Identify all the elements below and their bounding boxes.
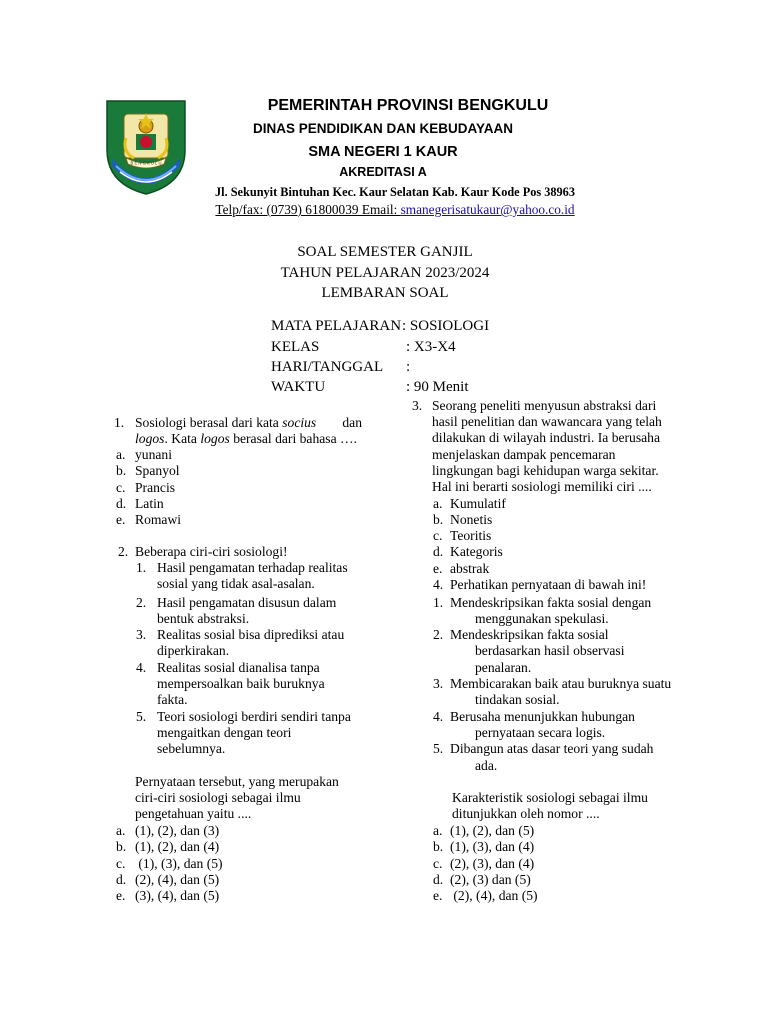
q1-option-label-b: b. — [116, 463, 127, 478]
q2-closing-line1: Pernyataan tersebut, yang merupakan — [135, 774, 339, 789]
q1-option-c: Prancis — [135, 480, 176, 495]
q4-item-4-line2: pernyataan secara logis. — [475, 725, 606, 740]
info-value-subject: : SOSIOLOGI — [402, 318, 490, 334]
contact-text: Telp/fax: (0739) 61800039 Email: — [215, 202, 401, 217]
q3-option-label-e: e. — [433, 561, 443, 576]
q2-option-label-e: e. — [116, 888, 126, 903]
q2-item-4-line1: Realitas sosial dianalisa tanpa — [157, 660, 320, 675]
q3-option-label-a: a. — [433, 496, 443, 511]
bengkulu-shield-icon — [104, 98, 188, 196]
q4-item-2-line2: berdasarkan hasil observasi — [475, 643, 625, 658]
q1-text-socius: socius — [282, 415, 317, 430]
school-contact — [160, 202, 630, 218]
q4-option-label-e: e. — [433, 888, 443, 903]
q4-item-number: 2. — [433, 627, 444, 642]
info-label-subject: MATA PELAJARAN — [271, 318, 402, 334]
q4-option-label-a: a. — [433, 823, 443, 838]
q1-text-bahasa: berasal dari bahasa …. — [229, 431, 357, 446]
q1-text-kata: . Kata — [164, 431, 201, 446]
q2-stem: Beberapa ciri-ciri sosiologi! — [135, 544, 288, 559]
q3-option-e: abstrak — [450, 561, 490, 576]
info-label-time: WAKTU — [271, 379, 326, 395]
q1-text-c: dan — [338, 415, 362, 430]
email-link[interactable]: smanegerisatukaur@yahoo.co.id — [400, 202, 575, 217]
q4-option-c: (2), (3), dan (4) — [450, 856, 535, 871]
q2-option-label-c: c. — [116, 856, 126, 871]
q4-option-d: (2), (3) dan (5) — [450, 872, 531, 887]
q1-stem-line2 — [135, 431, 357, 447]
q4-item-5-line1: Dibangun atas dasar teori yang sudah — [450, 741, 654, 756]
exam-title-3: LEMBARAN SOAL — [321, 285, 449, 301]
q2-option-label-b: b. — [116, 839, 127, 854]
q1-option-label-e: e. — [116, 512, 126, 527]
q3-option-label-c: c. — [433, 528, 443, 543]
q3-stem-line2: hasil penelitian dan wawancara yang telah — [432, 414, 662, 429]
info-label-date: HARI/TANGGAL — [271, 359, 384, 375]
q4-stem: Perhatikan pernyataan di bawah ini! — [450, 577, 647, 592]
q1-option-label-c: c. — [116, 480, 126, 495]
q3-option-c: Teoritis — [450, 528, 492, 543]
q1-option-label-a: a. — [116, 447, 126, 462]
q2-item-3-line1: Realitas sosial bisa diprediksi atau — [157, 627, 345, 642]
q4-closing-line1: Karakteristik sosiologi sebagai ilmu — [452, 790, 648, 805]
q2-item-2-line2: bentuk abstraksi. — [157, 611, 250, 626]
q2-item-number: 4. — [136, 660, 147, 675]
q3-option-a: Kumulatif — [450, 496, 506, 511]
q2-item-3-line2: diperkirakan. — [157, 643, 230, 658]
info-label-class: KELAS — [271, 339, 320, 355]
exam-title-2: TAHUN PELAJARAN 2023/2024 — [280, 265, 490, 281]
q3-stem-line3: dilakukan di wilayah industri. Ia berusaha — [432, 430, 661, 445]
q2-item-5-line2: mengaitkan dengan teori — [157, 725, 292, 740]
q2-option-e: (3), (4), dan (5) — [135, 888, 220, 903]
q2-item-number: 3. — [136, 627, 147, 642]
q2-option-a: (1), (2), dan (3) — [135, 823, 220, 838]
q2-item-5-line1: Teori sosiologi berdiri sendiri tanpa — [157, 709, 351, 724]
q4-item-2-line1: Mendeskripsikan fakta sosial — [450, 627, 609, 642]
accreditation: AKREDITASI A — [339, 165, 427, 179]
q4-item-1-line2: menggunakan spekulasi. — [475, 611, 609, 626]
q1-option-a: yunani — [135, 447, 172, 462]
q1-number: 1. — [114, 415, 125, 430]
q4-option-b: (1), (3), dan (4) — [450, 839, 535, 854]
q3-stem-line5: lingkungan bagi kehidupan warga sekitar. — [432, 463, 659, 478]
school-title: SMA NEGERI 1 KAUR — [308, 144, 458, 160]
q2-option-c: (1), (3), dan (5) — [135, 856, 223, 871]
q3-option-label-d: d. — [433, 544, 444, 559]
q2-closing-line3: pengetahuan yaitu .... — [135, 806, 252, 821]
q1-option-label-d: d. — [116, 496, 127, 511]
q3-option-label-b: b. — [433, 512, 444, 527]
q3-stem-line4: menjelaskan dampak pencemaran — [432, 447, 616, 462]
q2-option-d: (2), (4), dan (5) — [135, 872, 220, 887]
q2-item-4-line2: mempersoalkan baik buruknya — [157, 676, 325, 691]
q4-number: 4. — [433, 577, 444, 592]
q4-option-label-c: c. — [433, 856, 443, 871]
q2-option-b: (1), (2), dan (4) — [135, 839, 220, 854]
q2-item-number: 5. — [136, 709, 147, 724]
exam-title-1: SOAL SEMESTER GANJIL — [297, 244, 473, 260]
q2-item-1-line1: Hasil pengamatan terhadap realitas — [157, 560, 348, 575]
q2-item-5-line3: sebelumnya. — [157, 741, 226, 756]
q1-option-d: Latin — [135, 496, 164, 511]
q1-text-a: Sosiologi berasal dari kata — [135, 415, 283, 430]
q4-closing-line2: ditunjukkan oleh nomor .... — [452, 806, 600, 821]
q1-stem-line1 — [135, 415, 362, 431]
q4-item-number: 3. — [433, 676, 444, 691]
q4-item-1-line1: Mendeskripsikan fakta sosial dengan — [450, 595, 652, 610]
q2-option-label-a: a. — [116, 823, 126, 838]
q1-option-b: Spanyol — [135, 463, 180, 478]
gov-title: PEMERINTAH PROVINSI BENGKULU — [267, 97, 549, 114]
q2-item-4-line3: fakta. — [157, 692, 188, 707]
q3-option-d: Kategoris — [450, 544, 503, 559]
q3-stem-line1: Seorang peneliti menyusun abstraksi dari — [432, 398, 657, 413]
q2-item-number: 1. — [136, 560, 147, 575]
info-value-class: : X3-X4 — [406, 339, 456, 355]
q3-number: 3. — [412, 398, 423, 413]
q2-item-1-line2: sosial yang tidak asal-asalan. — [157, 576, 315, 591]
q2-option-label-d: d. — [116, 872, 127, 887]
q3-stem-line6: Hal ini berarti sosiologi memiliki ciri .... — [432, 479, 652, 494]
q2-number: 2. — [118, 544, 129, 559]
q4-item-5-line2: ada. — [475, 758, 498, 773]
q2-item-2-line1: Hasil pengamatan disusun dalam — [157, 595, 337, 610]
q3-option-b: Nonetis — [450, 512, 493, 527]
q4-option-label-d: d. — [433, 872, 444, 887]
q4-item-3-line1: Membicarakan baik atau buruknya suatu — [450, 676, 672, 691]
province-logo — [104, 98, 188, 196]
q4-option-label-b: b. — [433, 839, 444, 854]
q4-item-number: 5. — [433, 741, 444, 756]
info-value-date: : — [406, 359, 411, 375]
school-address: Jl. Sekunyit Bintuhan Kec. Kaur Selatan Kab. Kaur Kode Pos 38963 — [215, 185, 575, 199]
logo-ribbon-text: B E N G K U L U — [130, 160, 162, 166]
q1-text-logos2: logos — [200, 431, 230, 446]
q1-option-e: Romawi — [135, 512, 182, 527]
q1-text-logos1: logos — [135, 431, 165, 446]
q2-item-number: 2. — [136, 595, 147, 610]
dept-title: DINAS PENDIDIKAN DAN KEBUDAYAAN — [252, 121, 514, 136]
q4-option-a: (1), (2), dan (5) — [450, 823, 535, 838]
q2-closing-line2: ciri-ciri sosiologi sebagai ilmu — [135, 790, 301, 805]
q4-item-4-line1: Berusaha menunjukkan hubungan — [450, 709, 635, 724]
info-value-time: : 90 Menit — [406, 379, 469, 395]
q4-option-e: (2), (4), dan (5) — [450, 888, 538, 903]
q4-item-number: 4. — [433, 709, 444, 724]
q4-item-2-line3: penalaran. — [475, 660, 532, 675]
q4-item-3-line2: tindakan sosial. — [475, 692, 560, 707]
q4-item-number: 1. — [433, 595, 444, 610]
